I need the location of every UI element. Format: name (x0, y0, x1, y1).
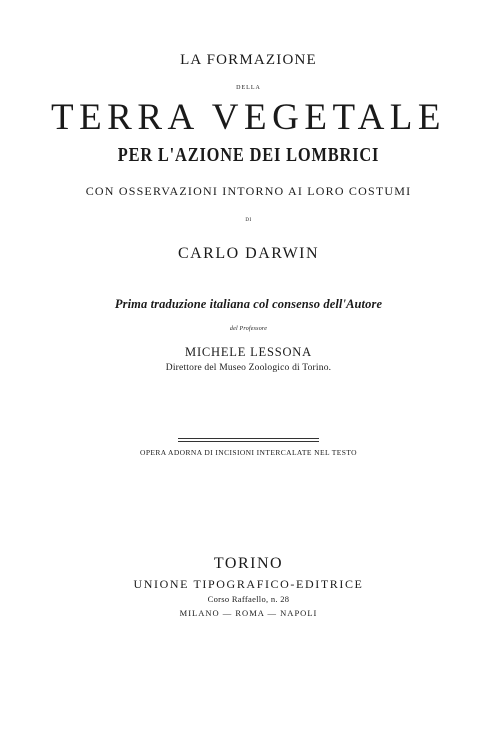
publisher-address: Corso Raffaello, n. 28 (207, 594, 290, 604)
subtitle-lombrici: PER L'AZIONE DEI LOMBRICI (117, 144, 380, 166)
publisher-name: UNIONE TIPOGRAFICO-EDITRICE (133, 577, 364, 591)
translation-note: Prima traduzione italiana col consenso dell'Autore (114, 297, 383, 311)
translator-prefix: del Professore (229, 326, 268, 332)
illustrations-note: OPERA ADORNA DI INCISIONI INTERCALATE NEL TESTO (140, 448, 357, 457)
publisher-branches: MILANO — ROMA — NAPOLI (179, 608, 318, 618)
divider-rule-bottom (178, 441, 319, 442)
by-word: DI (245, 218, 252, 223)
publication-city: TORINO (213, 555, 284, 572)
subtitle-osservazioni: CON OSSERVAZIONI INTORNO AI LORO COSTUMI (85, 184, 412, 198)
main-title: TERRA VEGETALE (50, 97, 447, 138)
divider-rule-top (178, 438, 319, 439)
author-name: CARLO DARWIN (177, 245, 320, 262)
title-line-formazione: LA FORMAZIONE (180, 52, 317, 68)
translator-title: Direttore del Museo Zoologico di Torino. (165, 363, 332, 373)
translator-name: MICHELE LESSONA (185, 345, 312, 359)
title-line-della: DELLA (236, 85, 261, 91)
